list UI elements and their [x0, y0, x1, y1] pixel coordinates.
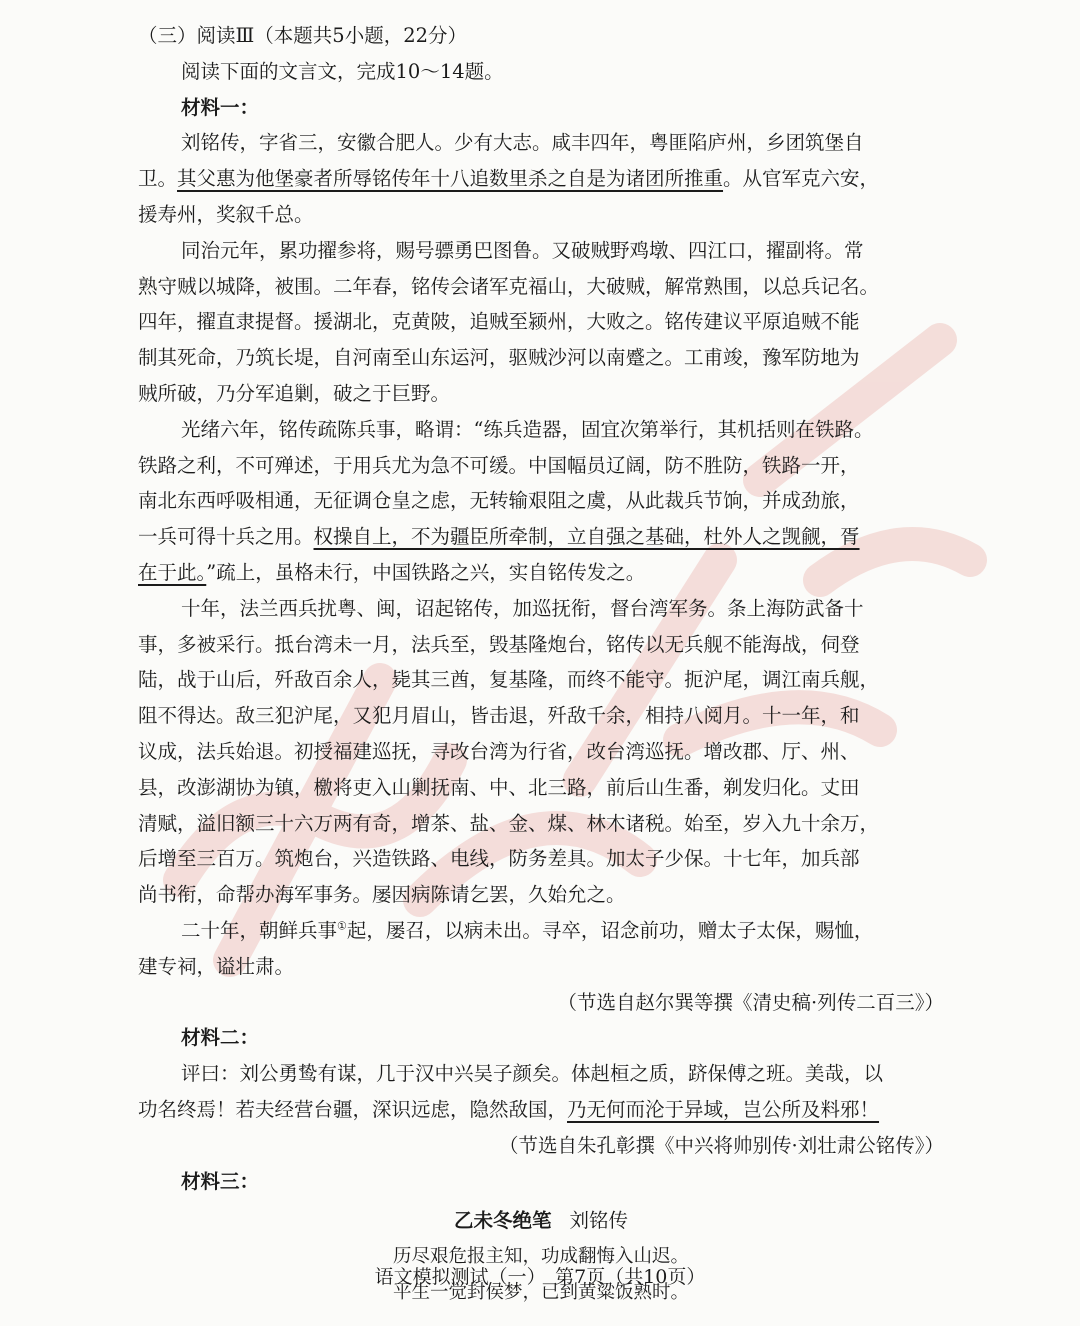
underlined-passage-2-end: 在于此。 [138, 560, 207, 584]
text-line: 二十年，朝鲜兵事①起，屡召，以病未出。寻卒，诏念前功，赠太子太保，赐恤， [181, 918, 874, 942]
text-line: 陆，战于山后，歼敌百余人，毙其三酋，复基隆，而终不能守。扼沪尾，调江南兵舰， [138, 668, 880, 692]
text-line: 建专祠，谥壮肃。 [138, 954, 295, 978]
text-line: 评曰：刘公勇鸷有谋，几于汉中兴吴子颜矣。体赳桓之质，跻保傅之班。美哉，以 [181, 1062, 884, 1086]
text-line: 县，改澎湖协为镇，檄将吏入山剿抚南、中、北三路，前后山生番，剃发归化。丈田 [138, 775, 860, 799]
text-line: 在于此。”疏上，虽格未行，中国铁路之兴，实自铭传发之。 [138, 560, 646, 584]
text-line: 南北东西呼吸相通，无征调仓皇之虑，无转输艰阻之虞，从此裁兵节饷，并成劲旅， [138, 489, 860, 513]
text-line: 援寿州，奖叙千总。 [138, 202, 314, 226]
text-line: 一兵可得十兵之用。权操自上，不为疆臣所牵制，立自强之基础，杜外人之觊觎，胥 [138, 525, 860, 549]
underlined-passage-2: 权操自上，不为疆臣所牵制，立自强之基础，杜外人之觊觎，胥 [313, 525, 860, 549]
footnote-marker: ① [337, 919, 347, 933]
underlined-passage-3: 乃无何而沦于异域，岂公所及料邪！ [567, 1097, 880, 1121]
text-line: 清赋，溢旧额三十六万两有奇，增茶、盐、金、煤、林木诸税。始至，岁入九十余万， [138, 811, 880, 835]
text-line: 后增至三百万。筑炮台，兴造铁路、电线，防务差具。加太子少保。十七年，加兵部 [138, 847, 860, 871]
material2-label: 材料二： [181, 1026, 260, 1050]
exam-content [138, 18, 944, 1311]
material1-paragraph-1 [138, 125, 944, 232]
material1-label: 材料一： [181, 95, 260, 119]
page-footer: 语文模拟测试（一） 第7页（共10页） [374, 1266, 706, 1288]
material2-source: （节选自朱孔彰撰《中兴将帅别传·刘壮肃公铭传》） [499, 1133, 944, 1157]
text-line: 制其死命，乃筑长堤，自河南至山东运河，驱贼沙河以南蹙之。工甫竣，豫军防地为 [138, 346, 860, 370]
text-line: 尚书衔，命帮办海军事务。屡因病陈请乞罢，久始允之。 [138, 883, 626, 907]
poem-heading [138, 1203, 944, 1239]
material1-paragraph-5 [138, 913, 944, 985]
poem-line: 平生一觉封侯梦，已到黄粱饭熟时。 [392, 1281, 689, 1303]
text-line: 阻不得达。敌三犯沪尾，又犯月眉山，皆击退，歼敌千余，相持八阅月。十一年，和 [138, 704, 860, 728]
text-line: 熟守贼以城降，被围。二年春，铭传会诸军克福山，大破贼，解常熟围，以总兵记名。 [138, 274, 880, 298]
poem-title: 乙未冬绝笔 [453, 1209, 552, 1233]
text-line: 功名终焉！若夫经营台疆，深识远虑，隐然敌国，乃无何而沦于异域，岂公所及料邪！ [138, 1097, 880, 1121]
text-line: 卫。其父惠为他堡豪者所辱铭传年十八追数里杀之自是为诸团所推重。从官军克六安， [138, 167, 880, 191]
section-title: （三）阅读Ⅲ（本题共5小题，22分） [138, 24, 468, 47]
material1-source: （节选自赵尔巽等撰《清史稿·列传二百三》） [557, 990, 944, 1014]
poem-line: 历尽艰危报主知，功成翻悔入山迟。 [392, 1246, 689, 1268]
text-line: 同治元年，累功擢参将，赐号骠勇巴图鲁。又破贼野鸡墩、四江口，擢副将。常 [181, 238, 864, 262]
instruction: 阅读下面的文言文，完成10～14题。 [181, 59, 504, 83]
text-line: 议成，法兵始退。初授福建巡抚，寻改台湾为行省，改台湾巡抚。增改郡、厅、州、 [138, 739, 860, 763]
text-line: 刘铭传，字省三，安徽合肥人。少有大志。咸丰四年，粤匪陷庐州，乡团筑堡自 [181, 131, 864, 155]
text-line: 贼所破，乃分军追剿，破之于巨野。 [138, 381, 451, 405]
underlined-passage-1: 其父惠为他堡豪者所辱铭传年十八追数里杀之自是为诸团所推重 [177, 167, 724, 191]
text-line: 铁路之利，不可殚述，于用兵尤为急不可缓。中国幅员辽阔，防不胜防，铁路一开， [138, 453, 860, 477]
material3-label: 材料三： [181, 1169, 260, 1193]
material1-paragraph-3 [138, 412, 944, 591]
text-line: 四年，擢直隶提督。援湖北，克黄陂，追贼至颍州，大败之。铭传建议平原追贼不能 [138, 310, 860, 334]
text-line: 十年，法兰西兵扰粤、闽，诏起铭传，加巡抚衔，督台湾军务。条上海防武备十 [181, 596, 864, 620]
material1-paragraph-2 [138, 233, 944, 412]
material1-paragraph-4 [138, 591, 944, 913]
poem-author: 刘铭传 [569, 1209, 629, 1233]
text-line: 光绪六年，铭传疏陈兵事，略谓：“练兵造器，固宜次第举行，其机括则在铁路。 [181, 417, 874, 441]
text-line: 事，多被采行。抵台湾未一月，法兵至，毁基隆炮台，铭传以无兵舰不能海战，伺登 [138, 632, 860, 656]
